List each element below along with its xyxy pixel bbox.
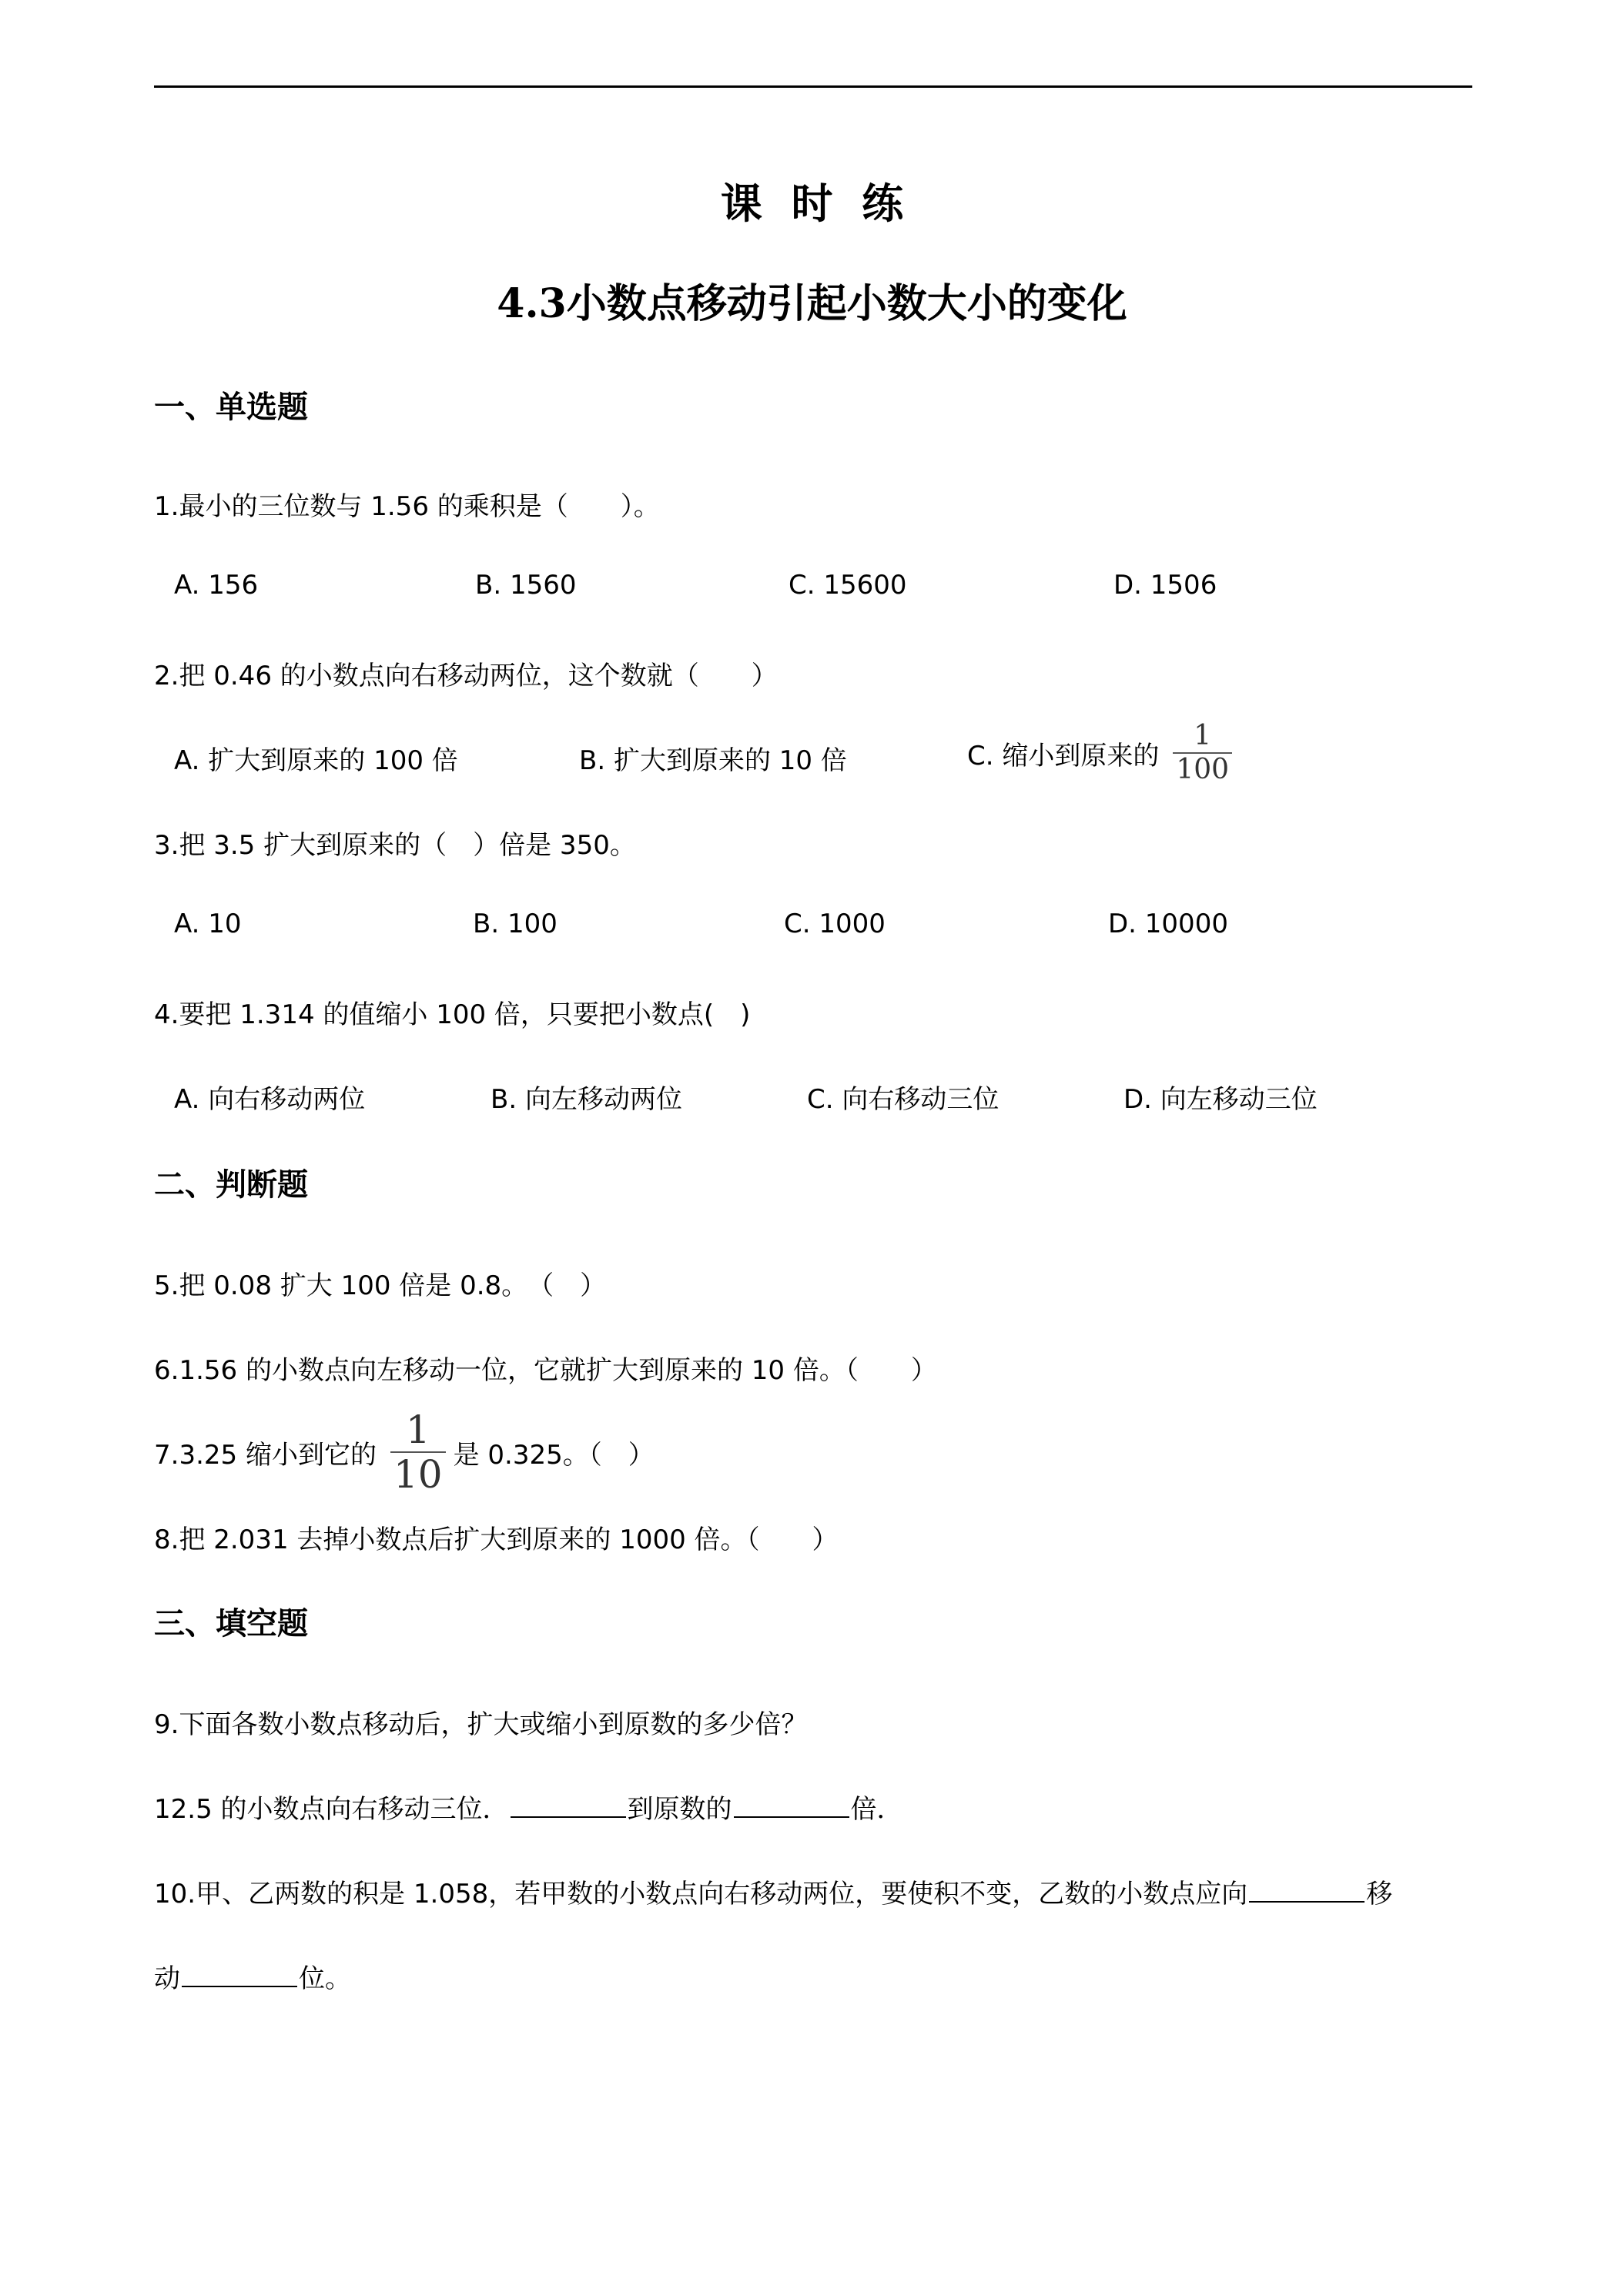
q3-option-a: A. 10 bbox=[174, 909, 242, 939]
fraction-denominator: 100 bbox=[1176, 754, 1230, 785]
q9-line-text-c: 倍． bbox=[850, 1794, 903, 1825]
q10-line1-text-b: 移 bbox=[1366, 1879, 1393, 1909]
answer-blank[interactable] bbox=[511, 1792, 626, 1818]
q3-option-b: B. 100 bbox=[473, 909, 558, 939]
q1-option-c: C. 15600 bbox=[789, 570, 907, 601]
question-5: 5.把 0.08 扩大 100 倍是 0.8。 （ ） bbox=[154, 1270, 607, 1301]
question-1: 1.最小的三位数与 1.56 的乘积是（ ）。 bbox=[154, 491, 660, 522]
question-4: 4.要把 1.314 的值缩小 100 倍，只要把小数点( ) bbox=[154, 999, 751, 1030]
q1-option-d: D. 1506 bbox=[1113, 570, 1217, 601]
q1-option-a: A. 156 bbox=[174, 570, 259, 601]
q2-option-b: B. 扩大到原来的 10 倍 bbox=[579, 745, 847, 776]
q7-text-before: 7.3.25 缩小到它的 bbox=[154, 1439, 377, 1471]
page-subtitle: 4.3小数点移动引起小数大小的变化 bbox=[497, 280, 1127, 327]
question-8: 8.把 2.031 去掉小数点后扩大到原来的 1000 倍。（ ） bbox=[154, 1525, 839, 1555]
fraction-numerator: 1 bbox=[1194, 720, 1212, 751]
q2-option-c-label: C. 缩小到原来的 bbox=[967, 740, 1160, 771]
section-heading-fill-blank: 三、填空题 bbox=[154, 1606, 308, 1642]
question-10-line-2 bbox=[154, 1957, 351, 1995]
q10-line2-text-a: 动 bbox=[154, 1963, 180, 1994]
question-3: 3.把 3.5 扩大到原来的（ ）倍是 350。 bbox=[154, 830, 636, 861]
q3-option-d: D. 10000 bbox=[1108, 909, 1228, 939]
question-7 bbox=[154, 1407, 655, 1497]
q10-line1-text-a: 10.甲、乙两数的积是 1.058，若甲数的小数点向右移动两位，要使积不变，乙数的小数点应向 bbox=[154, 1879, 1248, 1909]
fraction-one-tenth bbox=[390, 1407, 446, 1497]
page-title: 课 时 练 bbox=[720, 179, 904, 228]
q4-option-b: B. 向左移动两位 bbox=[491, 1084, 682, 1115]
fraction-denominator: 10 bbox=[393, 1452, 443, 1497]
answer-blank[interactable] bbox=[1249, 1876, 1364, 1903]
q4-option-a: A. 向右移动两位 bbox=[174, 1084, 366, 1115]
section-heading-true-false: 二、判断题 bbox=[154, 1167, 308, 1203]
q3-option-c: C. 1000 bbox=[784, 909, 886, 939]
answer-blank[interactable] bbox=[182, 1961, 297, 1987]
q1-option-b: B. 1560 bbox=[475, 570, 577, 601]
q2-option-c bbox=[967, 722, 1238, 784]
q4-option-d: D. 向左移动三位 bbox=[1123, 1084, 1318, 1115]
q10-line2-text-b: 位。 bbox=[299, 1963, 351, 1994]
question-6: 6.1.56 的小数点向左移动一位，它就扩大到原来的 10 倍。（ ） bbox=[154, 1355, 937, 1386]
question-9-line bbox=[154, 1788, 903, 1826]
answer-blank[interactable] bbox=[734, 1792, 849, 1818]
section-heading-single-choice: 一、单选题 bbox=[154, 390, 308, 425]
q9-line-text-a: 12.5 的小数点向右移动三位． bbox=[154, 1794, 509, 1825]
question-2: 2.把 0.46 的小数点向右移动两位，这个数就（ ） bbox=[154, 661, 778, 691]
question-9: 9.下面各数小数点移动后，扩大或缩小到原数的多少倍？ bbox=[154, 1709, 808, 1740]
header-rule bbox=[154, 85, 1472, 88]
fraction-one-hundredth bbox=[1173, 722, 1232, 784]
fraction-numerator: 1 bbox=[405, 1407, 430, 1452]
q2-option-a: A. 扩大到原来的 100 倍 bbox=[174, 745, 458, 776]
q4-option-c: C. 向右移动三位 bbox=[807, 1084, 1000, 1115]
question-10 bbox=[154, 1873, 1392, 1910]
q7-text-after: 是 0.325。（ ） bbox=[453, 1439, 655, 1471]
q9-line-text-b: 到原数的 bbox=[627, 1794, 732, 1825]
